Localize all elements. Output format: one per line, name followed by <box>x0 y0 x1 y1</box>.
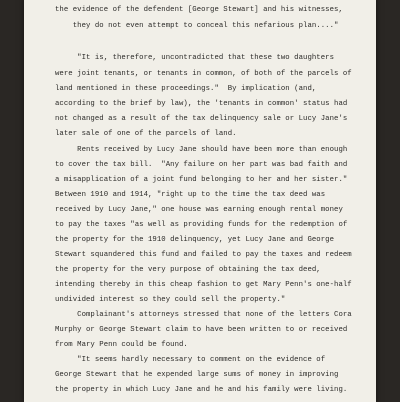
text-line: "It is, therefore, uncontradicted that these two daughters <box>55 54 335 62</box>
text-line: Murphy or George Stewart claim to have been written to or received <box>55 326 348 334</box>
text-line: a misapplication of a joint fund belonging to her and her sister." <box>55 176 348 184</box>
text-line: according to the brief by law), the 'tenants in common' status had <box>55 100 348 108</box>
text-line: the property for the 1910 delinquency, yet Lucy Jane and George <box>55 236 335 244</box>
text-line: land mentioned in these proceedings." By implication (and, <box>55 85 317 93</box>
text-line: "It seems hardly necessary to comment on the evidence of <box>55 356 326 364</box>
text-line: were joint tenants, or tenants in common, of both of the parcels of <box>55 70 352 78</box>
text-line: received by Lucy Jane," one house was earning enough rental money <box>55 206 343 214</box>
text-line: Stewart squandered this fund and failed to pay the taxes and redeem <box>55 251 352 259</box>
text-line: intending thereby in this cheap fashion to get Mary Penn's one-half <box>55 281 352 289</box>
text-line: to cover the tax bill. "Any failure on her part was bad faith and <box>55 161 348 169</box>
text-line: George Stewart that he expended large sums of money in improving <box>55 371 339 379</box>
text-line: they do not even attempt to conceal this nefarious plan...." <box>55 22 339 30</box>
text-line: from Mary Penn could be found. <box>55 341 188 349</box>
text-line: the property for the very purpose of obtaining the tax deed, <box>55 266 321 274</box>
text-line: Complainant's attorneys stressed that none of the letters Cora <box>55 311 352 319</box>
text-line: later sale of one of the parcels of land. <box>55 130 237 138</box>
text-line: the property in which Lucy Jane and he and his family were living. <box>55 386 348 394</box>
text-line: Between 1910 and 1914, "right up to the time the tax deed was <box>55 191 326 199</box>
text-line: not changed as a result of the tax delinquency sale or Lucy Jane's <box>55 115 348 123</box>
text-line: Rents received by Lucy Jane should have been more than enough <box>55 146 348 154</box>
text-line: the evidence of the defendent [George Stewart] and his witnesses, <box>55 6 343 14</box>
text-line: to pay the taxes "as well as providing funds for the redemption of <box>55 221 348 229</box>
document-page <box>24 0 376 402</box>
text-line: undivided interest so they could sell the property." <box>55 296 286 304</box>
